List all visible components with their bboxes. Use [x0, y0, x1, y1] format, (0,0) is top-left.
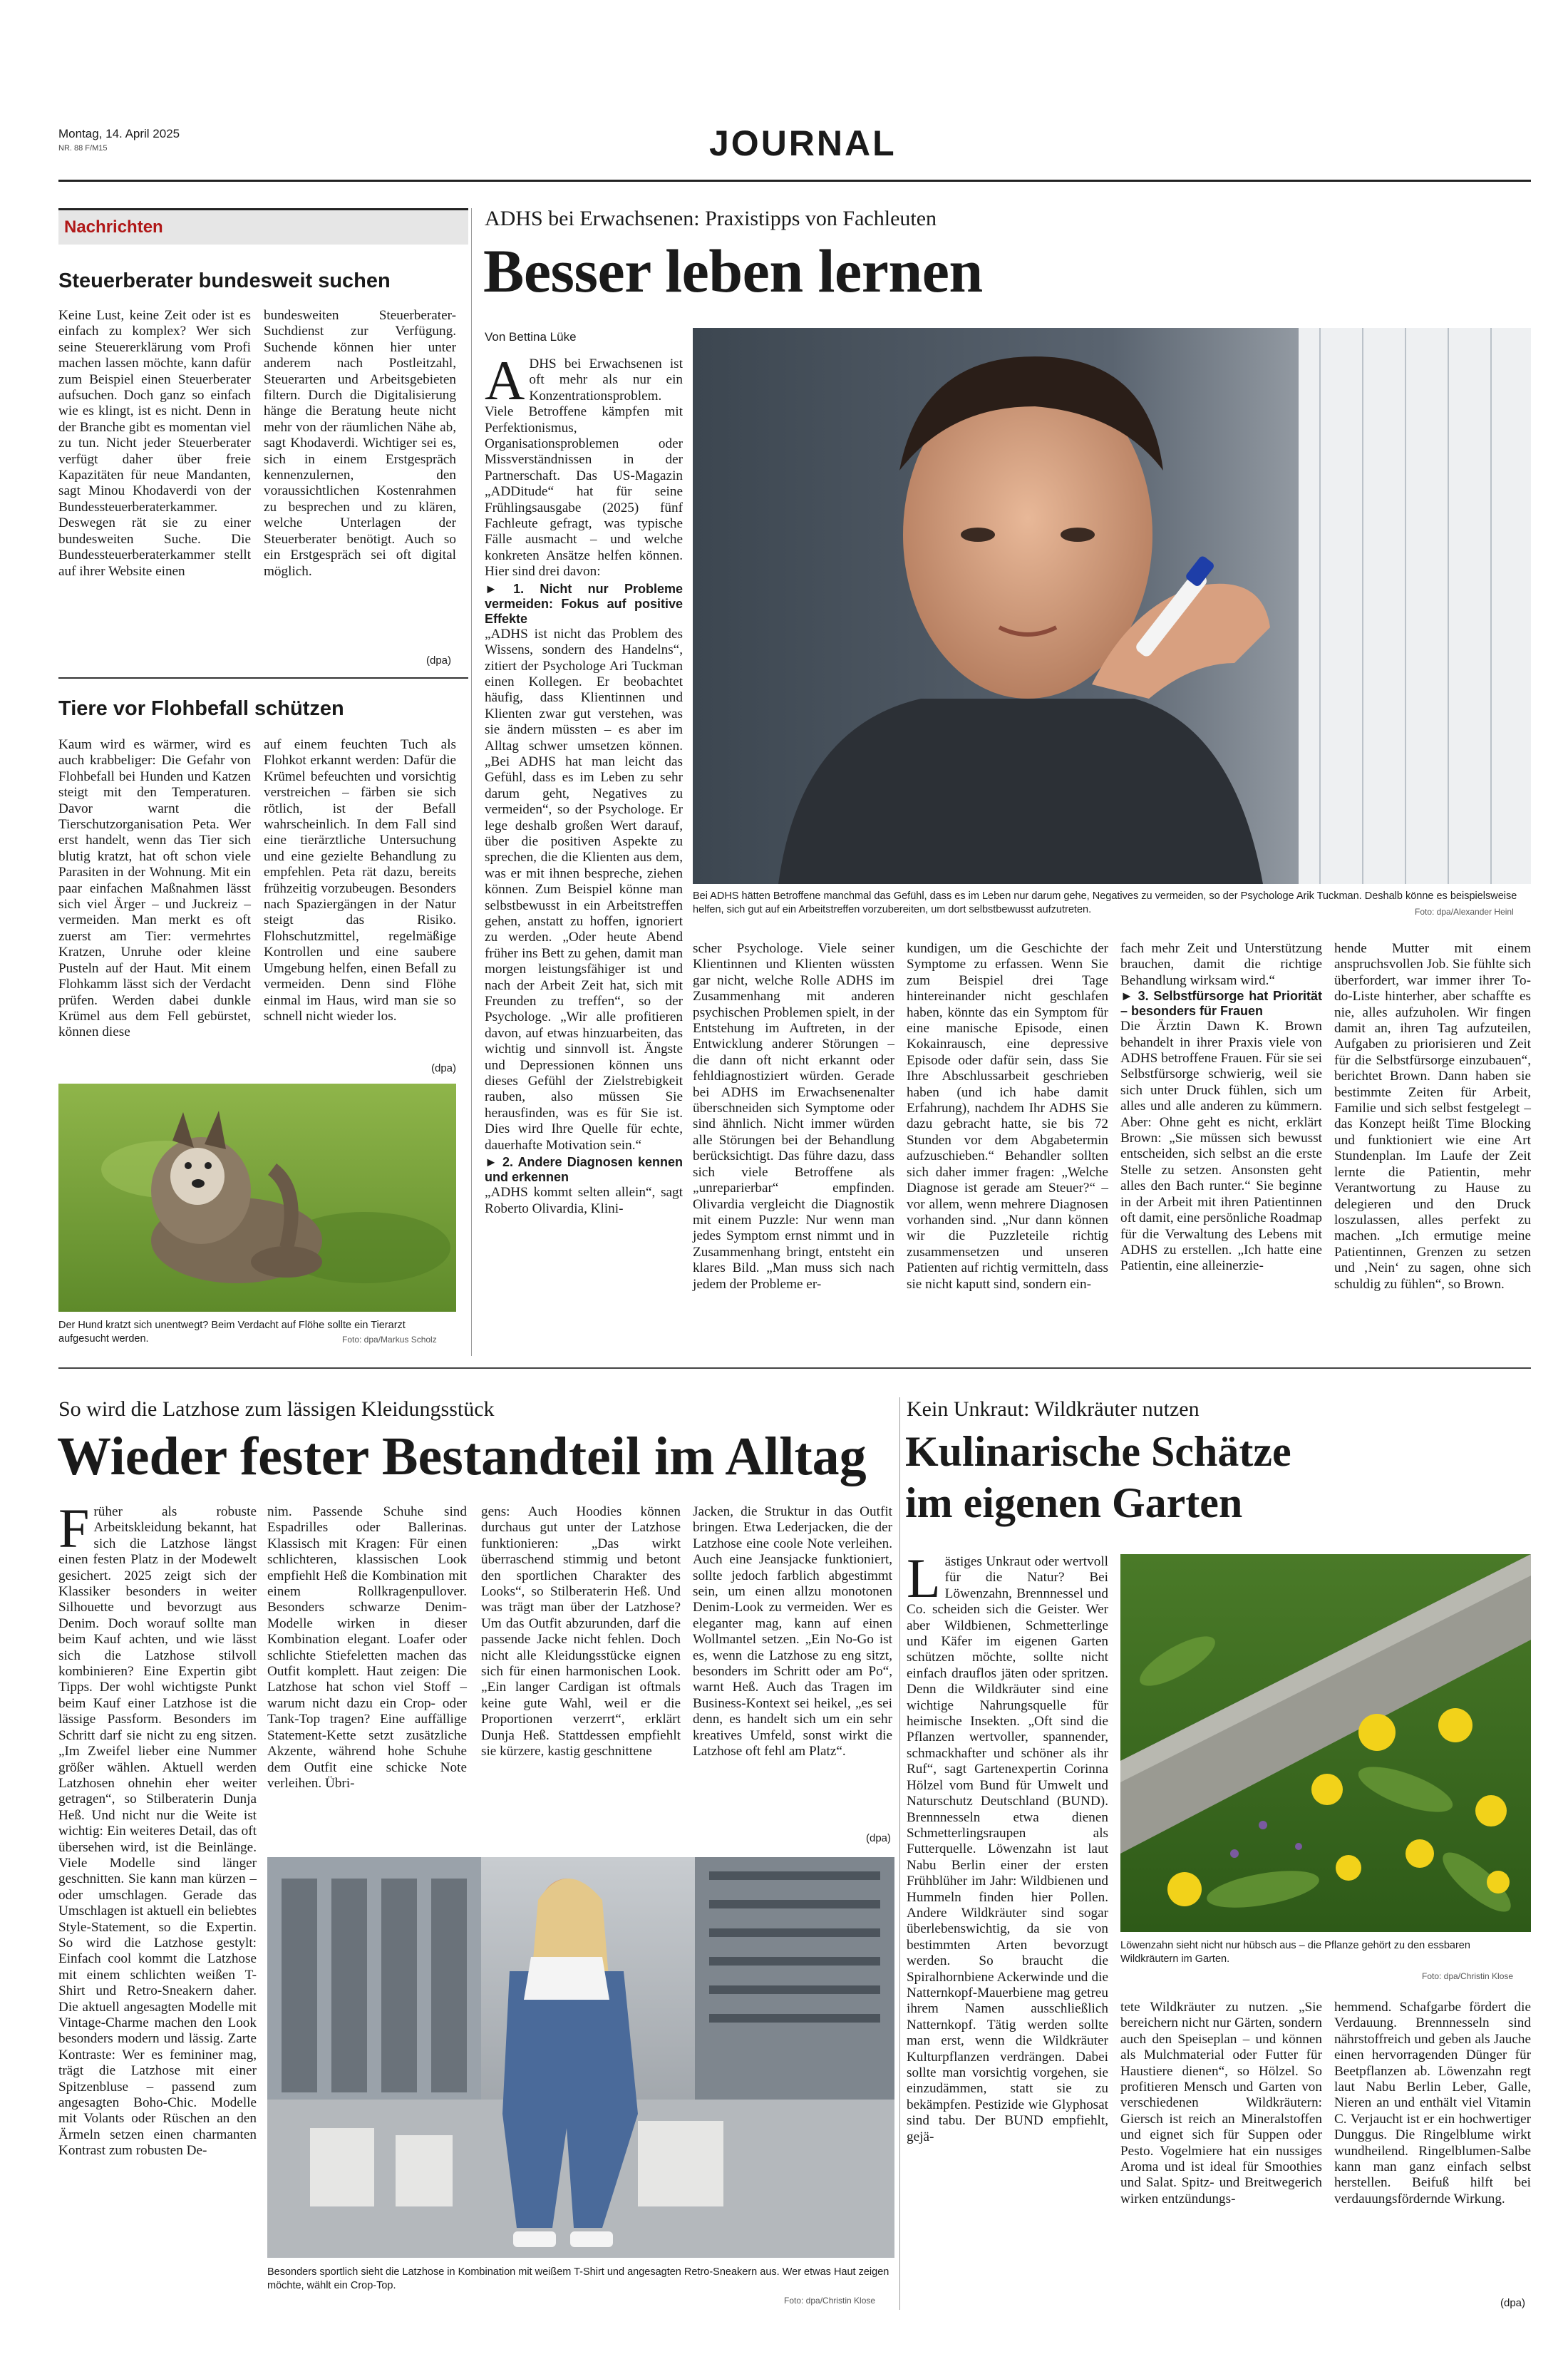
news2-title: Tiere vor Flohbefall schützen [58, 697, 344, 720]
latz-col1 [58, 1497, 257, 2159]
adhs-col4-text: fach mehr Zeit und Unterstützung brauchen, damit die richtige Behandlung wirksam wird.“ [1120, 941, 1322, 988]
latz-col1-text: rüher als robuste Arbeitskleidung bekannt, hat sich die Latzhose längst einen festen Platz in der Modewelt gesichert. 2025 zeigt sich der Klassiker besonders in weiter Silhouette und bevorzugt aus Denim. Doch worauf sollte man beim Kauf achten, und wie lässt sich die Latzhose stilvoll kombinieren? Eine Expertin gibt Tipps. Der wohl wichtigste Punkt beim Kauf einer Latzhose ist die lässige Passform. Besonders im Schritt darf sie nicht zu eng sitzen. „Im Zweifel lieber eine Nummer größer wählen. Aktuell werden Latzhosen ohnehin eher weiter getragen“, so Stilberaterin Dunja Heß. Und nicht nur die Weite ist wichtig: Ein weiteres Detail, das oft übersehen wird, ist die Beinlänge. Viele Modelle sind länger geschnitten. Sie kann man kürzen – oder umschlagen. Gerade das Umschlagen ist aktuell ein beliebtes Style-Statement, so die Expertin. So wird die Latzhose gestylt: Einfach cool kommt die Latzhose mit einem schlichten weißen T-Shirt und Retro-Sneakern daher. Die aktuell angesagten Modelle mit Vintage-Charme machen den Look besonders modern und lässig. Zarte Kontraste: Wer es femininer mag, trägt die Latzhose mit einer Spitzenbluse – passend zum angesagten Boho-Chic. Modelle mit Volants oder Rüschen an den Ärmeln setzen einen charmanten Kontrast zum robusten De- [58, 1504, 257, 2159]
news2-col1: Kaum wird es wärmer, wird es auch krabbeliger: Die Gefahr von Flohbefall bei Hunden und Katzen steigt mit den Temperaturen. Davor warnt die Tierschutzorganisation Peta. Wer erst handelt, wenn das Tier sich blutig kratzt, hat oft schon viele Parasiten in der Wohnung. Mit ein paar einfachen Maßnahmen lässt sich viel Ärger – und Juckreiz – vermeiden. Man merkt es oft zuerst am Tier: vermehrtes Kratzen, Unruhe oder kleine Pusteln auf der Haut. Mit einem Flohkamm lässt sich der Verdacht prüfen. Werden dabei dunkle Krümel aus dem Fell gebürstet, können diese [58, 737, 251, 1040]
dog-caption: Der Hund kratzt sich unentwegt? Beim Verdacht auf Flöhe sollte ein Tierarzt aufgesucht werden. [58, 1320, 406, 1345]
news1-title: Steuerberater bundesweit suchen [58, 269, 391, 292]
latz-kicker: So wird die Latzhose zum lässigen Kleidungsstück [58, 1397, 495, 1421]
latz-dropcap: F [58, 1497, 90, 1559]
adhs-intro: DHS bei Erwachsenen ist oft mehr als nur ein Konzentrationsproblem. Viele Betroffene kämpfen mit Perfektionismus, Organisationsproblemen oder Missverständnissen in der Partnerschaft. Das US-Magazin „ADDitude“ hat für seine Frühlingsausgabe (2025) fünf Fachleute gefragt, was typische Fälle ausmacht – und welche konkreten Ansätze helfen können. Hier sind drei davon: [485, 356, 683, 580]
news2-source: (dpa) [431, 1062, 457, 1074]
latz-col2: nim. Passende Schuhe sind Espadrilles oder Ballerinas. Klassisch mit Kragen: Für einen schlichteren, klassischen Look empfiehlt Heß die Kombination mit einem Rollkragenpullover. Besonders schwarze Denim-Modelle wirken in dieser Kombination elegant. Loafer oder schlichte Stiefeletten machen das Outfit komplett. Haut zeigen: Die Latzhose hat schon viel Stoff – warum nicht dazu ein Crop- oder Tank-Top tragen? Eine auffällige Statement-Kette setzt zusätzliche Akzente, während hohe Schuhe dem Outfit eine schicke Note verleihen. Übri- [267, 1504, 467, 1791]
section-divider [58, 1367, 1531, 1369]
kraeuter-col3: hemmend. Schafgarbe fördert die Verdauung. Brennnesseln sind nährstoffreich und geben als Jauche einen hervorragenden Dünger für Beetpflanzen ab. Löwenzahn regt laut Nabu Berlin Leber, Galle, Nieren an und enthält viel Vitamin C. Verjaucht ist er ein hochwertiger Dunggus. Die Ringelblume wirkt wundheilend. Ringelblumen-Salbe kann man ganz einfach selbst herstellen. Beifuß hilft bei verdauungsfördernde Wirkung. [1334, 2000, 1531, 2206]
news1-col1: Keine Lust, keine Zeit oder ist es einfach zu komplex? Wer sich seine Steuererklärung vom Profi machen lassen möchte, kann dafür zum Beispiel einen Steuerberater aufsuchen. Doch ganz so einfach wie es klingt, ist es nicht. Denn in der Branche gibt es momentan viel zu tun. Nicht jeder Steuerberater verfügt daher über freie Kapazitäten für neue Mandanten, sagt Minou Khodaverdi von der Bundessteuerberaterkammer. Deswegen rät sie zu einer bundesweiten Suche. Die Bundessteuerberaterkammer stellt auf ihrer Website einen [58, 308, 251, 579]
adhs-p1: „ADHS ist nicht das Problem des Wissens, sondern des Handelns“, zitiert der Psychologe Ari Tuckman einen Kollegen. Er beobachtet häufig, dass Klientinnen und Klienten zwar gut verstehen, was sie ändern müssten – es aber im Alltag schwer umsetzen können. „Bei ADHS hat man leicht das Gefühl, dass es im Leben zu sehr darum geht, Negatives zu vermeiden“, so der Psychologe. Er lege deshalb großen Wert darauf, über die positiven Aspekte zu sprechen, die die Klienten aus dem, was er mit ihnen bespreche, ziehen können. Zum Beispiel könne man selbstbewusst in ein Arbeitstreffen gehen, anstatt zu hoffen, ignoriert zu werden. „Oder heute Abend früher ins Bett zu gehen, damit man morgen leistungsfähiger ist und nach der Arbeit Zeit hat, sich mit Freunden zu treffen“, so der Psychologe. „Wir alle profitieren davon, auf etwas hinzuarbeiten, das wichtig und sinnvoll ist. Ängste und Depressionen können uns dieses Gefühl der Zielstrebigkeit rauben, also müssen Sie herausfinden, was es für Sie ist. Dies wird Ihre Quelle für echte, dauerhafte Motivation sein.“ [485, 626, 683, 1153]
kraeuter-col1 [907, 1547, 1108, 2145]
kraeuter-headline [905, 1426, 1291, 1528]
adhs-sub2: ► 2. Andere Diagnosen kennen und erkennen [485, 1155, 683, 1185]
kraeuter-credit: Foto: dpa/Christin Klose [1422, 1971, 1514, 1981]
adhs-col4 [1120, 941, 1322, 1275]
kraeuter-col2: tete Wildkräuter zu nutzen. „Sie bereichern nicht nur Gärten, sondern auch den Speiseplan – und können als Mulchmaterial oder Futter für Haustiere dienen“, so Hölzel. So profitieren Mensch und Garten von verschiedenen Wildkräutern: Giersch ist reich an Mineralstoffen und eignet sich für Suppen oder Pesto. Vogelmiere hat ein nussiges Aroma und ist ideal für Smoothies und Salat. Spitz- und Breitwegerich wirken entzündungs- [1120, 2000, 1322, 2206]
kraeuter-dropcap: L [907, 1547, 941, 1609]
kraeuter-photo [1120, 1554, 1531, 1932]
latz-col4: Jacken, die Struktur in das Outfit bringen. Etwa Lederjacken, die der Latzhose eine coole Note verleihen. Auch eine Jeansjacke funktioniert, sollte jedoch farblich abgestimmt sein, um einen allzu monotonen Denim-Look zu vermeiden. Wer es eleganter mag, kann auf einen Wollmantel setzen. „Ein No-Go ist es, wenn die Latzhose zu eng sitzt, besonders im Schritt oder am Po“, warnt Heß. Auch das Tragen im Business-Kontext sei heikel, „es sei denn, es handelt sich um ein sehr kreatives Umfeld, sonst wirkt die Latzhose oft fehl am Platz“. [693, 1504, 892, 1759]
kraeuter-caption: Löwenzahn sieht nicht nur hübsch aus – die Pflanze gehört zu den essbaren Wildkräutern im Garten. [1120, 1940, 1470, 1965]
adhs-credit: Foto: dpa/Alexander Heinl [1415, 907, 1514, 917]
kraeuter-headline-2: im eigenen Garten [905, 1479, 1243, 1526]
latz-headline: Wieder fester Bestandteil im Alltag [57, 1427, 867, 1486]
adhs-photo [693, 328, 1531, 884]
issue-date: Montag, 14. April 2025 [58, 127, 180, 140]
news1-col2: bundesweiten Steuerberater-Suchdienst zur Verfügung. Suchende können hier unter anderem nach Postleitzahl, Steuerarten und Arbeitsgebieten filtern. Durch die Digitalisierung hänge die Beratung heute nicht mehr von der räumlichen Nähe ab, sagt Khodaverdi. Wichtiger sei es, sich in einem Erstgespräch kennenzulernen, den voraussichtlichen Kostenrahmen zu besprechen und zu klären, welche Unterlagen der Steuerberater benötigt. Auch so ein Erstgespräch sei oft digital möglich. [264, 308, 456, 579]
section-title: JOURNAL [709, 123, 897, 163]
adhs-sub3: ► 3. Selbstfürsorge hat Priorität – besonders für Frauen [1120, 989, 1322, 1019]
adhs-col5: hende Mutter mit einem anspruchsvollen Job. Sie fühlte sich überfordert, war immer ihrer To-do-Liste hinterher, aber schaffte es nie, alles aufzuholen. Wir fingen damit an, ihren Tag aufzuteilen, Aufgaben zu priorisieren und Zeit für die Selbstfürsorge einzubauen“, berichtet Brown. Dann haben sie bestimmte Zeiten für Arbeit, Familie und sich selbst festgelegt – das Konzept heißt Time Blocking und funktioniert wie eine Art Stundenplan. Im Laufe der Zeit lernte die Patientin, mehr Verantwortung zu Hause zu delegieren und den Druck loszulassen, alles perfekt zu machen. „Ich ermutige meine Patientinnen, Grenzen zu setzen und ‚Nein‘ zu sagen, ohne sich schuldig zu fühlen“, so Brown. [1334, 941, 1531, 1292]
masthead-rule [58, 180, 1531, 182]
adhs-sub1: ► 1. Nicht nur Probleme vermeiden: Fokus auf positive Effekte [485, 581, 683, 626]
dog-photo [58, 1084, 456, 1312]
latz-source: (dpa) [866, 1832, 892, 1844]
adhs-author: Von Bettina Lüke [485, 330, 577, 344]
kraeuter-source: (dpa) [1500, 2297, 1526, 2309]
kraeuter-col1-text: ästiges Unkraut oder wertvoll für die Natur? Bei Löwenzahn, Brennnessel und Co. scheiden sich die Geister. Wer aber Wildbienen, Schmetterlinge und Käfer im eigenen Garten schützen möchte, sollte nicht einfach drauflos jäten oder spritzen. Denn die Wildkräuter sind eine wichtige Nahrungsquelle für heimische Insekten. „Oft sind die Pflanzen wertvoller, spannender, schmackhafter und schöner als ihr Ruf“, sagt Gartenexpertin Corinna Hölzel vom Bund für Umwelt und Naturschutz Deutschland (BUND). Brennnesseln etwa dienen Schmetterlingsraupen als Futterquelle. Löwenzahn ist laut Nabu Berlin einer der ersten Frühblüher im Jahr: Wildbienen und Hummeln finden hier Pollen. Andere Wildkräuter sind sogar überlebenswichtig, da sie von bestimmten Arten bevorzugt werden. So braucht die Spiralhornbiene Ackerwinde und die Natternkopf-Mauerbiene mag getreu ihrem Namen ausschließlich Natternkopf. Tätig werden sollte man erst, wenn die Wildkräuter Kulturpflanzen verdrängen. Dabei sollte man vorsichtig vorgehen, sie einzudämmen, statt sie zu bekämpfen. Pestizide wie Glyphosat sind tabu. Der BUND empfiehlt, gejä- [907, 1554, 1108, 2144]
adhs-col2: scher Psychologe. Viele seiner Klientinnen und Klienten wüssten gar nicht, welche Rolle ADHS im Zusammenhang mit anderen psychischen Problemen spielt, in der Entstehung im Auftreten, in der Entwicklung anderer Störungen – die dann oft nicht erkannt oder fehldiagnostiziert würden. Gerade bei ADHS im Erwachsenenalter überschneiden sich Symptome oder sind ähnlich. Nicht immer würden alle Störungen bei der Behandlung berücksichtigt. Das führe dazu, dass sich viele Betroffene als „unreparierbar“ empfinden. Olivardia vergleicht die Diagnostik mit einem Puzzle: Nur wenn man jedes Symptom ernst nimmt und in Zusammenhang bringt, entsteht ein klares Bild. „Man muss sich nach jedem der Probleme er- [693, 941, 894, 1292]
adhs-col4b: Die Ärztin Dawn K. Brown behandelt in ihrer Praxis viele von ADHS betroffene Frauen. Für sie sei Selbstfürsorge schwierig, weil sie sich unter Druck fühlen, sich um alles und alle anderen zu kümmern. Aber: Ohne geht es nicht, erklärt Brown: „Sie müssen sich bewusst entscheiden, sich selbst an die erste Stelle zu setzen. Ansonsten geht alles den Bach runter.“ Sie beginne in der Arbeit mit ihren Patientinnen oft damit, eine persönliche Roadmap für die Verwaltung des Lebens mit ADHS zu erstellen. „Ich hatte eine Patientin, eine alleinerzie- [1120, 1019, 1322, 1274]
adhs-col3: kundigen, um die Geschichte der Symptome zu erfassen. Wenn Sie zum Beispiel drei Tage hintereinander nicht geschlafen haben, könnte das ein Symptom für eine manische Episode, einen Kokainrausch, eine depressive Episode oder dafür sein, dass Sie Ihre Abschlussarbeit geschrieben haben (und ich habe damit Erfahrung), nachdem Ihr ADHS Sie dazu gebracht hatte, sie bis 72 Stunden vor dem Abgabetermin aufzuschieben.“ Behandler sollten sich daher immer fragen: „Welche Diagnose ist gerade am Steuer?“ – vor allem, wenn mehrere Diagnosen vorhanden sind. „Nur dann können wir die Puzzleteile richtig zusammensetzen und unseren Patienten auf richtig vermitteln, dass sie nicht kaputt sind, sondern ein- [907, 941, 1108, 1292]
kraeuter-headline-1: Kulinarische Schätze [905, 1428, 1291, 1475]
news2-col2: auf einem feuchten Tuch als Flohkot erkannt werden: Dafür die Krümel befeuchten und vorsichtig verstreichen – färben sie sich rötlich, ist der Befall wahrscheinlich. In dem Fall sind eine tierärztliche Untersuchung und eine gezielte Behandlung zu empfehlen. Peta rät dazu, bereits frühzeitig vorzubeugen. Besonders nach Spaziergängen in der Natur steigt das Risiko. Flohschutzmittel, regelmäßige Kontrollen und eine saubere Umgebung helfen, einen Befall zu vermeiden. Denn sind Flöhe einmal im Haus, wird man sie so schnell nicht wieder los. [264, 737, 456, 1024]
latz-caption: Besonders sportlich sieht die Latzhose in Kombination mit weißem T-Shirt und angesagten Retro-Sneakern aus. Wer etwas Haut zeigen möchte, wählt ein Crop-Top. [267, 2266, 889, 2291]
dog-credit: Foto: dpa/Markus Scholz [342, 1335, 437, 1345]
latz-col3: gens: Auch Hoodies können durchaus gut unter der Latzhose funktionieren: „Das wirkt überraschend stimmig und betont den sportlichen Charakter des Looks“, so Stilberaterin Heß. Und was trägt man über der Latzhose? Um das Outfit abzurunden, darf die passende Jacke nicht fehlen. Doch nicht alle Kleidungsstücke eignen sich für einen harmonischen Look. „Ein langer Cardigan ist oftmals keine gute Wahl, weil er die Proportionen verzerrt“, erklärt Dunja Heß. Stattdessen empfiehlt sie kürzere, kastig geschnittene [481, 1504, 681, 1759]
news1-source: (dpa) [426, 654, 452, 667]
latz-credit: Foto: dpa/Christin Klose [784, 2296, 876, 2306]
news-divider [58, 677, 468, 679]
column-divider-2 [899, 1397, 900, 2310]
adhs-headline: Besser leben lernen [483, 237, 983, 305]
latz-photo [267, 1857, 894, 2258]
issue-number: NR. 88 F/M15 [58, 144, 108, 153]
adhs-kicker: ADHS bei Erwachsenen: Praxistipps von Fachleuten [485, 207, 937, 230]
news-label-bar [58, 208, 468, 245]
adhs-col1 [485, 349, 683, 1217]
adhs-dropcap: A [485, 349, 525, 411]
news-label: Nachrichten [64, 217, 163, 237]
adhs-caption: Bei ADHS hätten Betroffene manchmal das Gefühl, dass es im Leben nur darum gehe, Negatives zu vermeiden, so der Psychologe Arik Tuckman. Deshalb könne es beispielsweise helfen, sich gut auf ein Arbeitstreffen vorzubereiten, um dort selbstbewusst aufzutreten. [693, 890, 1517, 915]
adhs-p2: „ADHS kommt selten allein“, sagt Roberto Olivardia, Klini- [485, 1185, 683, 1216]
kraeuter-kicker: Kein Unkraut: Wildkräuter nutzen [907, 1397, 1200, 1421]
column-divider [471, 208, 472, 1356]
